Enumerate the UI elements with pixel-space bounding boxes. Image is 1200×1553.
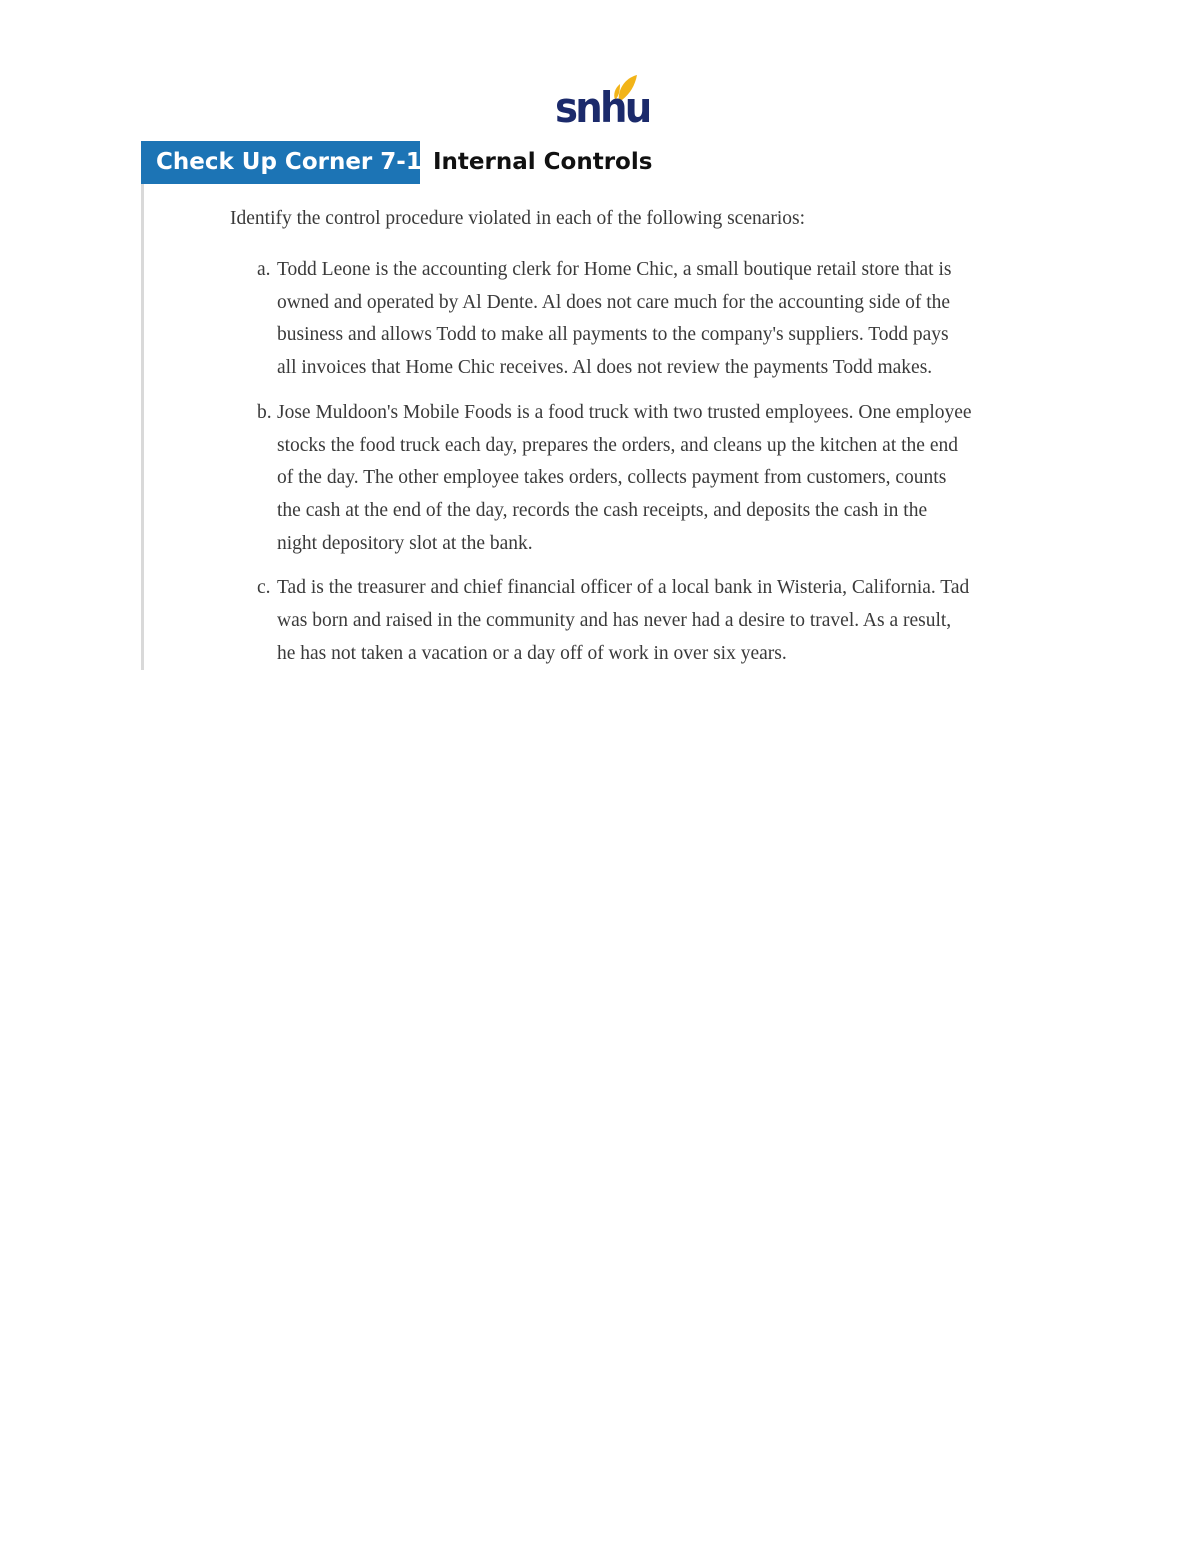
scenario-line: Todd Leone is the accounting clerk for Home Chic, a small boutique retail store that is: [277, 259, 952, 280]
scenario-line: stocks the food truck each day, prepares the orders, and cleans up the kitchen at the end: [277, 434, 958, 456]
scenario-line: he has not taken a vacation or a day off of work in over six years.: [277, 642, 787, 664]
scenario-c: [257, 572, 1057, 670]
scenario-marker: b.: [257, 401, 272, 423]
header-tag: Check Up Corner 7-1: [156, 149, 422, 175]
scenario-line: the cash at the end of the day, records the cash receipts, and deposits the cash in the: [277, 499, 928, 521]
scenario-line: night depository slot at the bank.: [277, 532, 533, 554]
snhu-logo: [553, 70, 650, 134]
intro-text: Identify the control procedure violated in each of the following scenarios:: [230, 208, 806, 229]
scenario-line: was born and raised in the community and has never had a desire to travel. As a result,: [277, 610, 952, 632]
scenario-line: all invoices that Home Chic receives. Al does not review the payments Todd makes.: [277, 357, 933, 379]
scenario-b: [257, 397, 1057, 561]
scenario-a: [257, 254, 1057, 385]
side-rule: [141, 184, 144, 670]
scenario-list: [257, 254, 1057, 682]
scenario-line: business and allows Todd to make all payments to the company's suppliers. Todd pays: [277, 324, 949, 346]
page-title: Internal Controls: [433, 149, 653, 175]
logo-wordmark: snhu: [555, 83, 650, 132]
scenario-line: Tad is the treasurer and chief financial officer of a local bank in Wisteria, California. Tad: [277, 577, 970, 599]
page-blank-area: [145, 669, 1145, 1553]
scenario-marker: c.: [257, 577, 271, 599]
scenario-line: of the day. The other employee takes orders, collects payment from customers, counts: [277, 467, 947, 489]
scenario-marker: a.: [257, 259, 271, 280]
scenario-line: Jose Muldoon's Mobile Foods is a food truck with two trusted employees. One employee: [277, 401, 972, 423]
scenario-line: owned and operated by Al Dente. Al does not care much for the accounting side of the: [277, 291, 951, 313]
